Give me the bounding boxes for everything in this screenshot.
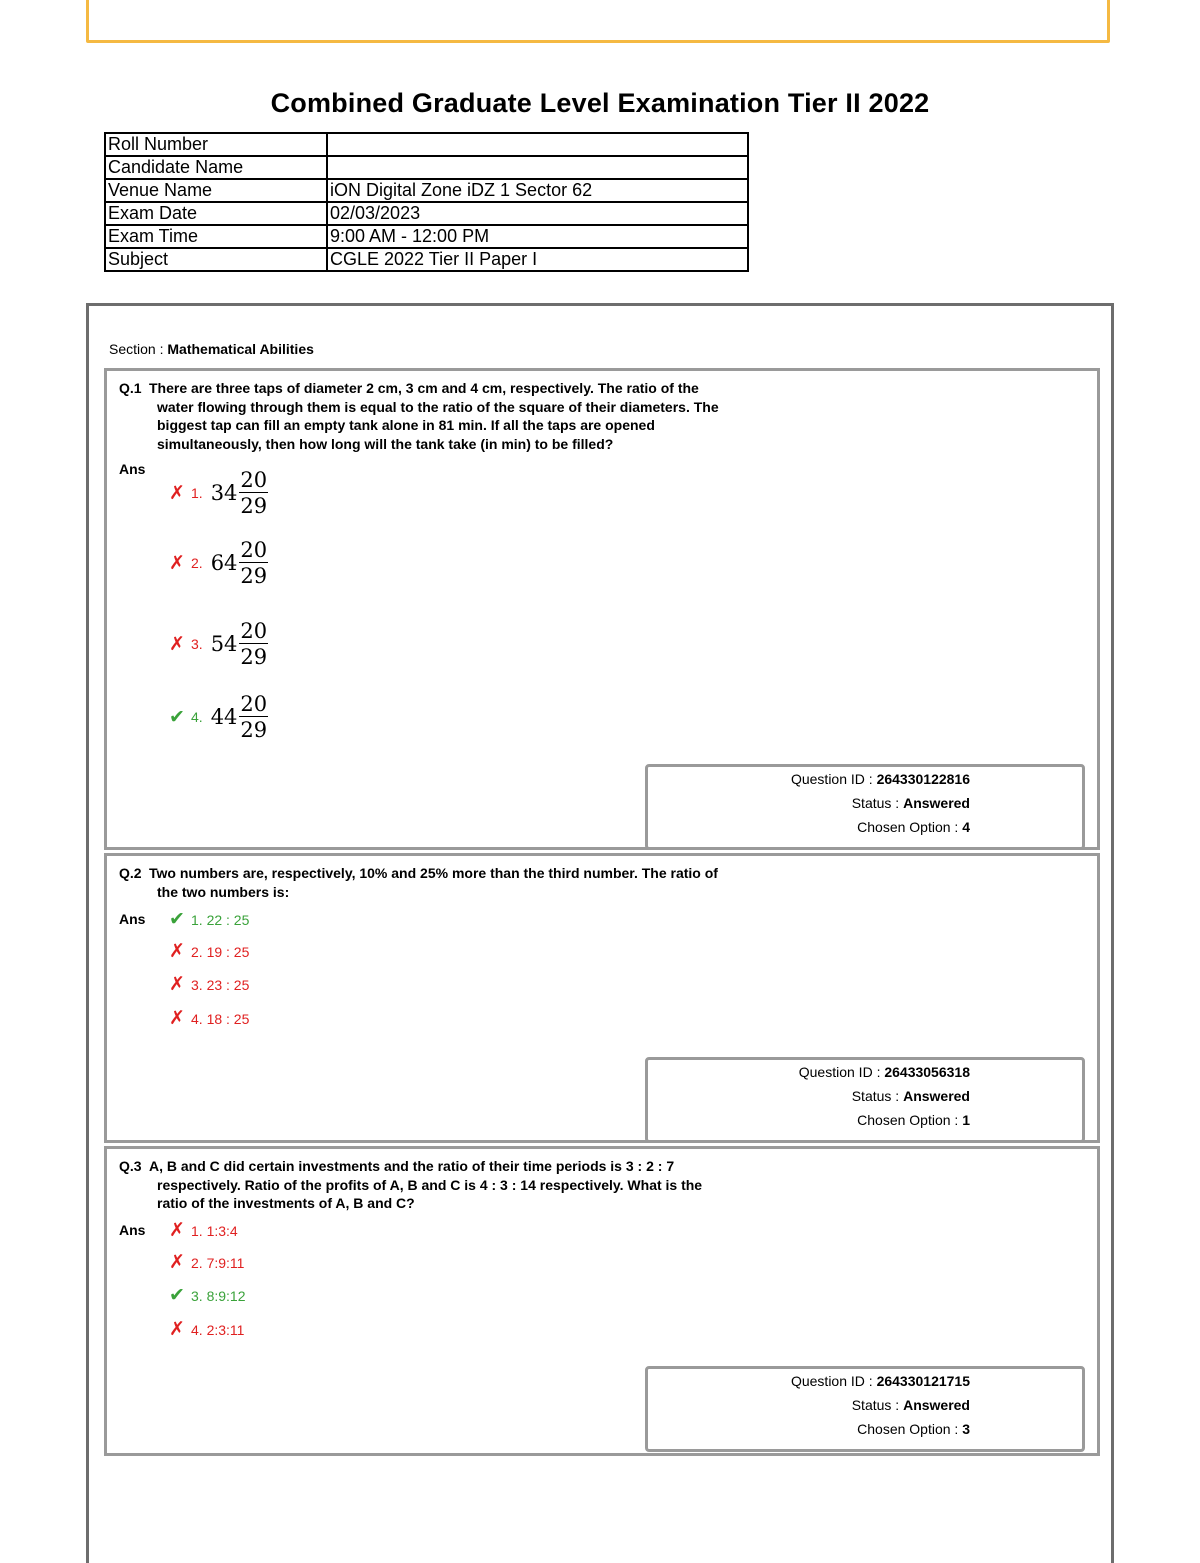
status-label: Status : bbox=[851, 795, 900, 811]
cross-icon: ✗ bbox=[169, 1252, 185, 1273]
info-value: iON Digital Zone iDZ 1 Sector 62 bbox=[327, 179, 748, 202]
chosen-option-row bbox=[857, 1112, 970, 1128]
chosen-option-label: Chosen Option : bbox=[857, 1112, 959, 1128]
option-text: 3. 23 : 25 bbox=[191, 976, 250, 993]
option-text: 1. 22 : 25 bbox=[191, 911, 250, 928]
info-row bbox=[105, 225, 748, 248]
cross-icon: ✗ bbox=[169, 482, 185, 504]
info-label: Exam Date bbox=[105, 202, 327, 225]
info-label: Venue Name bbox=[105, 179, 327, 202]
question-line: There are three taps of diameter 2 cm, 3 cm and 4 cm, respectively. The ratio of the bbox=[149, 380, 699, 396]
check-icon: ✔ bbox=[169, 1285, 185, 1306]
option-label: 1. bbox=[191, 485, 203, 502]
fraction-denominator: 29 bbox=[240, 645, 268, 670]
ans-label: Ans bbox=[119, 1222, 146, 1238]
question-box-2 bbox=[104, 853, 1100, 1143]
info-value: 02/03/2023 bbox=[327, 202, 748, 225]
question-text bbox=[119, 864, 779, 901]
option-3 bbox=[169, 1286, 246, 1305]
fraction-numerator: 20 bbox=[240, 468, 268, 492]
option-text: 1. 1:3:4 bbox=[191, 1222, 238, 1239]
option-math bbox=[211, 693, 268, 741]
option-3 bbox=[169, 620, 268, 668]
cross-icon: ✗ bbox=[169, 1220, 185, 1241]
cross-icon: ✗ bbox=[169, 974, 185, 995]
cross-icon: ✗ bbox=[169, 941, 185, 962]
question-line: the two numbers is: bbox=[157, 883, 290, 900]
option-4 bbox=[169, 1009, 249, 1028]
option-label: 3. bbox=[191, 636, 203, 653]
question-line: ratio of the investments of A, B and C? bbox=[157, 1195, 415, 1211]
option-text: 3. 8:9:12 bbox=[191, 1287, 246, 1304]
fraction-numerator: 20 bbox=[240, 538, 268, 562]
option-1 bbox=[169, 1221, 238, 1240]
info-label: Subject bbox=[105, 248, 327, 271]
question-meta-box bbox=[645, 1366, 1085, 1452]
option-2 bbox=[169, 539, 268, 587]
question-box-3 bbox=[104, 1146, 1100, 1456]
section-heading bbox=[109, 341, 314, 357]
chosen-option-value: 3 bbox=[962, 1421, 970, 1437]
cross-icon: ✗ bbox=[169, 633, 185, 655]
info-value: CGLE 2022 Tier II Paper I bbox=[327, 248, 748, 271]
option-text: 2. 7:9:11 bbox=[191, 1254, 245, 1271]
info-value bbox=[327, 156, 748, 179]
status-label: Status : bbox=[851, 1088, 900, 1104]
status-row bbox=[852, 1088, 970, 1104]
info-row bbox=[105, 133, 748, 156]
option-2 bbox=[169, 1253, 244, 1272]
question-box-1 bbox=[104, 368, 1100, 850]
option-2 bbox=[169, 942, 249, 961]
question-id-row bbox=[791, 1373, 970, 1389]
option-text: 2. 19 : 25 bbox=[191, 943, 250, 960]
ans-label: Ans bbox=[119, 461, 146, 477]
question-id-value: 264330121715 bbox=[876, 1373, 970, 1389]
info-value bbox=[327, 133, 748, 156]
chosen-option-value: 4 bbox=[962, 819, 970, 835]
fraction-numerator: 20 bbox=[240, 692, 268, 716]
status-value: Answered bbox=[903, 795, 970, 811]
info-label: Candidate Name bbox=[105, 156, 327, 179]
info-label: Roll Number bbox=[105, 133, 327, 156]
option-label: 4. bbox=[191, 709, 203, 726]
question-meta-box bbox=[645, 1057, 1085, 1143]
fraction-denominator: 29 bbox=[240, 494, 268, 519]
info-label: Exam Time bbox=[105, 225, 327, 248]
info-row bbox=[105, 202, 748, 225]
question-id-label: Question ID : bbox=[798, 1064, 881, 1080]
cross-icon: ✗ bbox=[169, 1319, 185, 1340]
option-4 bbox=[169, 1320, 244, 1339]
cross-icon: ✗ bbox=[169, 1008, 185, 1029]
top-banner-frame bbox=[86, 0, 1110, 43]
fraction-denominator: 29 bbox=[240, 718, 268, 743]
question-id-value: 264330122816 bbox=[876, 771, 970, 787]
check-icon: ✔ bbox=[169, 909, 185, 930]
option-1 bbox=[169, 910, 249, 929]
question-id-row bbox=[791, 771, 970, 787]
question-text bbox=[119, 379, 779, 453]
question-id-label: Question ID : bbox=[790, 771, 873, 787]
status-value: Answered bbox=[903, 1397, 970, 1413]
question-line: simultaneously, then how long will the tank take (in min) to be filled? bbox=[157, 435, 614, 452]
option-text: 4. 18 : 25 bbox=[191, 1010, 250, 1027]
question-id-value: 26433056318 bbox=[884, 1064, 970, 1080]
section-name: Mathematical Abilities bbox=[167, 341, 314, 357]
question-number: Q.3 bbox=[119, 1158, 142, 1174]
status-row bbox=[852, 795, 970, 811]
candidate-info-table bbox=[104, 132, 749, 272]
question-line: respectively. Ratio of the profits of A, B and C is 4 : 3 : 14 respectively. What is the bbox=[157, 1176, 703, 1193]
option-3 bbox=[169, 975, 249, 994]
question-meta-box bbox=[645, 764, 1085, 850]
section-label: Section : bbox=[109, 341, 164, 357]
fraction-numerator: 20 bbox=[240, 619, 268, 643]
option-label: 2. bbox=[191, 555, 203, 572]
info-row bbox=[105, 179, 748, 202]
cross-icon: ✗ bbox=[169, 552, 185, 574]
chosen-option-row bbox=[857, 1421, 970, 1437]
status-row bbox=[852, 1397, 970, 1413]
option-math bbox=[211, 469, 268, 517]
question-line: Two numbers are, respectively, 10% and 25% more than the third number. The ratio of bbox=[149, 865, 718, 881]
option-4 bbox=[169, 693, 268, 741]
option-1 bbox=[169, 469, 268, 517]
page-title: Combined Graduate Level Examination Tier II 2022 bbox=[270, 88, 930, 118]
ans-label: Ans bbox=[119, 911, 146, 927]
chosen-option-label: Chosen Option : bbox=[857, 1421, 959, 1437]
option-math bbox=[211, 539, 268, 587]
whole-number: 34 bbox=[210, 481, 238, 506]
status-label: Status : bbox=[851, 1397, 900, 1413]
question-line: water flowing through them is equal to the ratio of the square of their diameters. The bbox=[157, 398, 719, 415]
option-text: 4. 2:3:11 bbox=[191, 1321, 245, 1338]
whole-number: 64 bbox=[210, 551, 238, 576]
whole-number: 44 bbox=[210, 705, 238, 730]
question-text bbox=[119, 1157, 779, 1213]
question-number: Q.2 bbox=[119, 865, 142, 881]
status-value: Answered bbox=[903, 1088, 970, 1104]
info-value: 9:00 AM - 12:00 PM bbox=[327, 225, 748, 248]
question-line: A, B and C did certain investments and the ratio of their time periods is 3 : 2 : 7 bbox=[149, 1158, 675, 1174]
info-row bbox=[105, 248, 748, 271]
question-number: Q.1 bbox=[119, 380, 142, 396]
fraction-denominator: 29 bbox=[240, 564, 268, 589]
info-row bbox=[105, 156, 748, 179]
chosen-option-label: Chosen Option : bbox=[857, 819, 959, 835]
option-math bbox=[211, 620, 268, 668]
check-icon: ✔ bbox=[169, 706, 185, 728]
question-id-row bbox=[799, 1064, 970, 1080]
chosen-option-row bbox=[857, 819, 970, 835]
question-line: biggest tap can fill an empty tank alone in 81 min. If all the taps are opened bbox=[157, 417, 655, 433]
whole-number: 54 bbox=[210, 632, 238, 657]
question-id-label: Question ID : bbox=[790, 1373, 873, 1389]
chosen-option-value: 1 bbox=[962, 1112, 970, 1128]
